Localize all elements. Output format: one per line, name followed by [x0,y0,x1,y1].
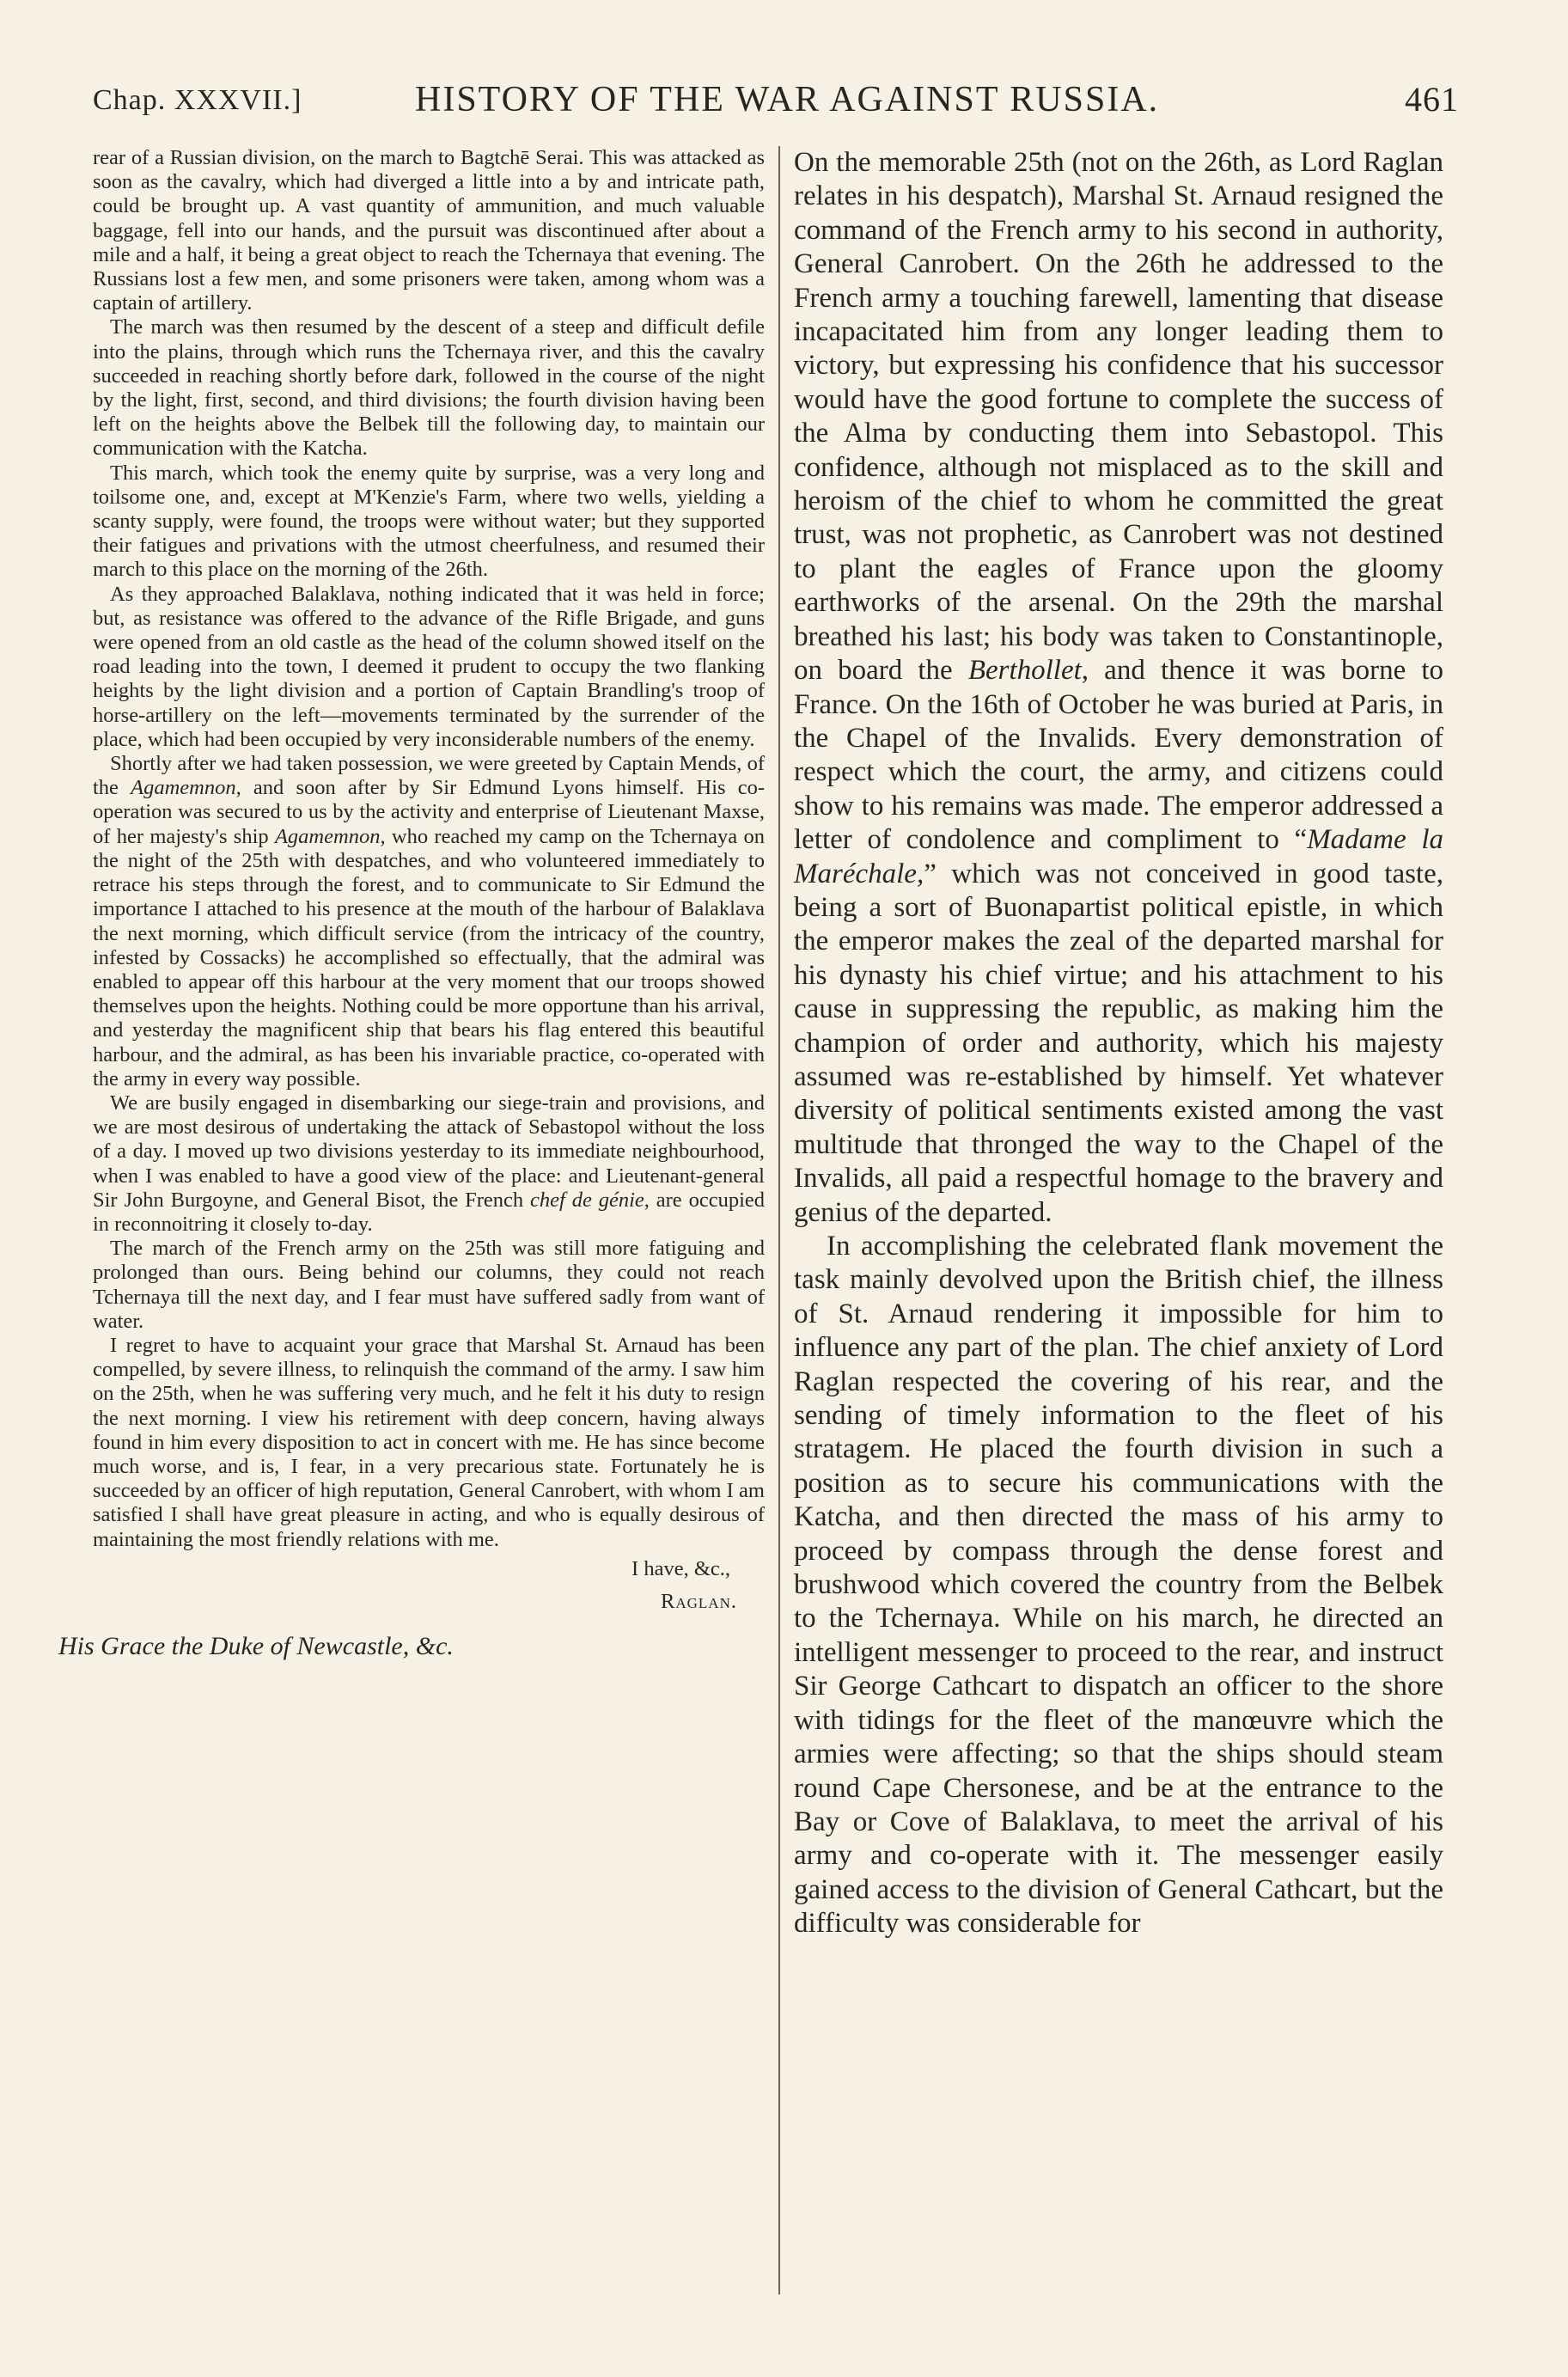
paragraph: As they approached Balaklava, nothing indicated that it was held in force; but, as resistance was offered to the advance of the Rifle Brigade, and guns were opened from an old castle as the head of the column showed itself on the road leading into the town, I deemed it prudent to occupy the two flanking heights by the light division and a portion of Captain Brandling's troop of horse-artillery on the left—movements terminated by the surrender of the place, which had been occupied by very inconsiderable numbers of the enemy. [93,582,765,751]
column-divider [778,146,780,2295]
text-run: Shortly after we had taken possession, we were greeted by Captain Mends, of the [93,752,765,800]
letter-closing [58,1556,765,1661]
foreign-term: chef de génie [530,1188,644,1212]
left-column [58,146,765,1661]
ship-name: Agamemnon [274,824,381,848]
paragraph [794,146,1443,1230]
text-run: , and thence it was borne to France. On the 16th of October he was buried at Paris, in the Chapel of the Invalids. Every demonstration of respect which the court, the army, and citizens could show to his remains was made. The emperor addressed a letter of condolence and compliment to “ [794,655,1444,856]
paragraph: The march of the French army on the 25th was still more fatiguing and prolonged than ours. Being behind our columns, they could not reach Tchernaya till the next day, and I fear must have suffered sadly from want of water. [93,1237,765,1333]
title-phrase: Madame la Maréchale, [794,824,1443,889]
signature: Raglan. [661,1589,737,1613]
paragraph: This march, which took the enemy quite by surprise, was a very long and toilsome one, and, except at M'Kenzie's Farm, where two wells, yielding a scanty supply, were found, the troops were without water; but they supported their fatigues and privations with the utmost cheerfulness, and resumed their march to this place on the morning of the 26th. [93,461,765,582]
right-column [794,146,1443,1941]
ship-name: Berthollet [967,655,1082,687]
page-number: 461 [1405,80,1459,119]
paragraph: I regret to have to acquaint your grace that Marshal St. Arnaud has been compelled, by severe illness, to relinquish the command of the army. I saw him on the 25th, when he was suffering very much, and he felt it his duty to resign the next morning. I view his retirement with deep concern, having always found in him every disposition to act in concert with me. He has since become much worse, and is, I fear, in a very precarious state. Fortunately he is succeeded by an officer of high reputation, General Canrobert, with whom I am satisfied I shall have great pleasure in acting, and who is equally desirous of maintaining the most friendly relations with me. [93,1333,765,1551]
paragraph: rear of a Russian division, on the march to Bagtchē Serai. This was attacked as soon as the cavalry, which had diverged a little into a by and intricate path, could be brought up. A vast quantity of ammunition, and much valuable baggage, fell into our hands, and the pursuit was discontinued after about a mile and a half, it being a great object to reach the Tchernaya that evening. The Russians lost a few men, and some prisoners were taken, among whom was a captain of artillery. [93,146,765,315]
paragraph [93,752,765,1091]
text-run: , who reached my camp on the Tchernaya on the night of the 25th with despatches, and who volunteered immediately to retrace his steps through the forest, and to communicate to Sir Edmund the importance I attached to his presence at the mouth of the harbour of Balaklava the next morning, which difficult service (from the intricacy of the country, infested by Cossacks) he accomplished so effectually, that the admiral was enabled to appear off this harbour at the very moment that our troops showed themselves upon the heights. Nothing could be more opportune than his arrival, and yesterday the magnificent ship that bears his flag entered this beautiful harbour, and the admiral, as has been his invariable practice, co-operated with the army in every way possible. [93,824,765,1091]
text-run: On the memorable 25th (not on the 26th, as Lord Raglan relates in his despatch), Marshal St. Arnaud resigned the command of the French army to his second in authority, General Canrobert. On the 26th he addressed to the French army a touching farewell, lamenting that disease incapacitated him from any longer leading them to victory, but expressing his confidence that his successor would have the good fortune to complete the success of the Alma by conducting them into Sebastopol. This confidence, although not misplaced as to the skill and heroism of the chief to whom he committed the great trust, was not prophetic, as Canrobert was not destined to plant the eagles of France upon the gloomy earthworks of the arsenal. On the 29th the marshal breathed his last; his body was taken to Constantinople, on board the [794,147,1443,687]
text-run: We are busily engaged in disembarking our siege-train and provisions, and we are most desirous of undertaking the attack of Sebastopol without the loss of a day. I moved up two divisions yesterday to its immediate neighbourhood, when I was enabled to have a good view of the place: and Lieutenant-general Sir John Burgoyne, and General Bisot, the French [93,1091,765,1212]
paragraph: In accomplishing the celebrated flank movement the task mainly devolved upon the British chief, the illness of St. Arnaud rendering it impossible for him to influence any part of the plan. The chief anxiety of Lord Raglan respected the covering of his rear, and the sending of timely information to the fleet of his stratagem. He placed the fourth division in such a position as to secure his communications with the Katcha, and then directed the mass of his army to proceed by compass through the dense forest and brushwood which covered the country from the Belbek to the Tchernaya. While on his march, he directed an intelligent messenger to proceed to the rear, and instruct Sir George Cathcart to dispatch an officer to the shore with tidings for the fleet of the manœuvre which the armies were affecting; so that the ships should steam round Cape Chersonese, and be at the entrance to the Bay or Cove of Balaklava, to meet the arrival of his army and co-operate with it. The messenger easily gained access to the division of General Cathcart, but the difficulty was considerable for [794,1231,1443,1940]
text-run: , and soon after by Sir Edmund Lyons himself. His co-operation was secured to us by the activity and enterprise of Lieutenant Maxse, of her majesty's ship [93,776,765,848]
paragraph [93,1091,765,1237]
closing-line: I have, &c., [631,1556,730,1580]
page-header [93,79,1459,131]
chapter-label: Chap. XXXVII.] [93,84,302,116]
text-run: , are occupied in reconnoitring it closely to-day. [93,1188,765,1236]
running-title: HISTORY OF THE WAR AGAINST RUSSIA. [415,80,1160,119]
paragraph: The march was then resumed by the descent of a steep and difficult defile into the plains, through which runs the Tchernaya river, and this the cavalry succeeded in reaching shortly before dark, followed in the course of the night by the light, first, second, and third divisions; the fourth division having been left on the heights above the Belbek till the following day, to maintain our communication with the Katcha. [93,315,765,461]
ship-name: Agamemnon [131,776,236,800]
recipient-line: His Grace the Duke of Newcastle, &c. [58,1632,454,1661]
text-run: ” which was not conceived in good taste, being a sort of Buonapartist political epistle, in which the emperor makes the zeal of the departed marshal for his dynasty his chief virtue; and his attachment to his cause in suppressing the republic, as making him the champion of order and authority, which his majesty assumed was re-established by himself. Yet whatever diversity of political sentiments existed among the vast multitude that thronged the way to the Chapel of the Invalids, all paid a respectful homage to the bravery and genius of the departed. [794,858,1443,1228]
